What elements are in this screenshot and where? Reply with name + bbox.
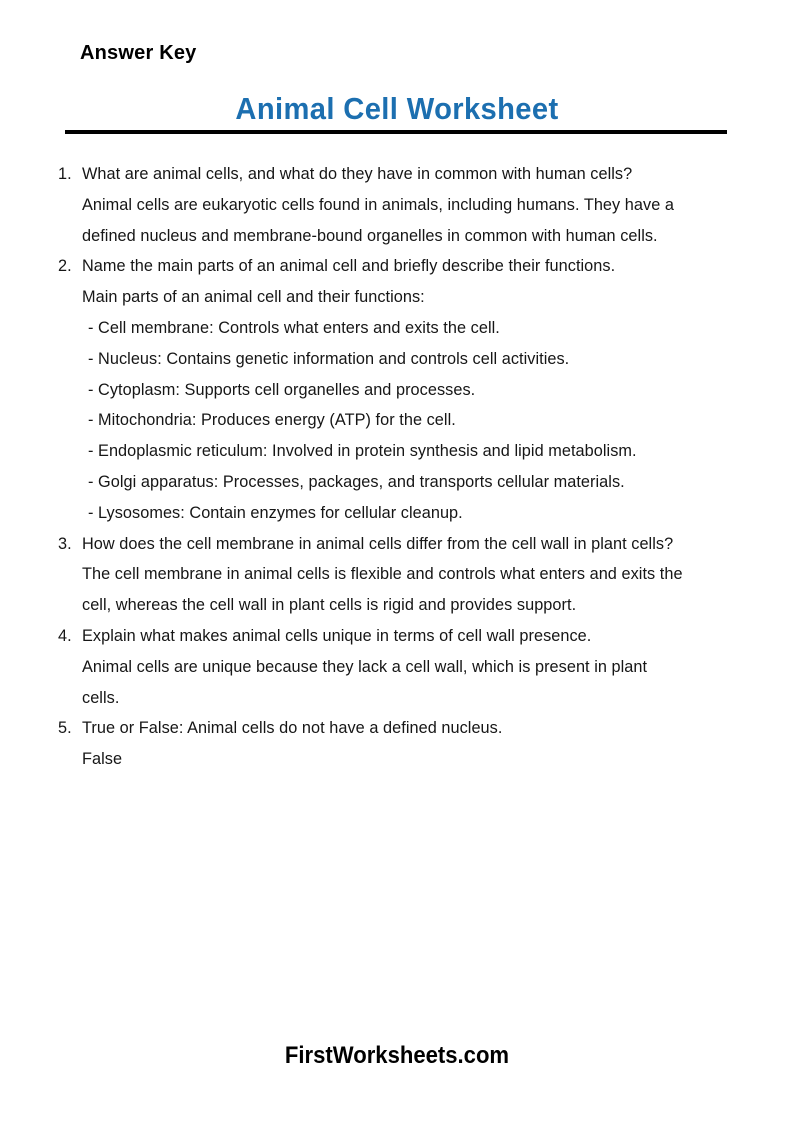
answer-line: defined nucleus and membrane-bound organelles in common with human cells.	[82, 226, 658, 245]
answer-bullet: - Cytoplasm: Supports cell organelles and processes.	[88, 380, 476, 399]
question-prompt	[58, 251, 748, 282]
question-prompt-text: True or False: Animal cells do not have a defined nucleus.	[82, 719, 503, 738]
footer-brand: FirstWorksheets.com	[284, 1042, 510, 1069]
question-number: 4.	[58, 626, 72, 645]
question-block	[58, 621, 748, 713]
question-prompt	[58, 621, 748, 652]
question-block	[58, 529, 748, 621]
answer-bullet: - Golgi apparatus: Processes, packages, and transports cellular materials.	[88, 472, 625, 491]
question-prompt-text: What are animal cells, and what do they have in common with human cells?	[82, 165, 633, 183]
answer-bullet: - Mitochondria: Produces energy (ATP) for the cell.	[88, 411, 456, 430]
answer-line: False	[82, 750, 123, 769]
answer-line: Animal cells are eukaryotic cells found in animals, including humans. They have a	[82, 195, 674, 214]
question-number: 3.	[58, 534, 72, 553]
question-number: 5.	[58, 719, 72, 738]
answer-line: Main parts of an animal cell and their functions:	[82, 288, 425, 307]
answer-bullet: - Endoplasmic reticulum: Involved in protein synthesis and lipid metabolism.	[88, 442, 637, 461]
question-prompt-text: Name the main parts of an animal cell and briefly describe their functions.	[82, 257, 616, 276]
answer-bullet: - Nucleus: Contains genetic information and controls cell activities.	[88, 349, 570, 368]
answer-line: The cell membrane in animal cells is flexible and controls what enters and exits the	[82, 565, 683, 584]
questions-list	[58, 159, 748, 775]
question-number: 2.	[58, 257, 72, 276]
question-prompt-text: Explain what makes animal cells unique in terms of cell wall presence.	[82, 626, 592, 645]
answer-line: cells.	[82, 688, 120, 707]
question-number: 1.	[58, 165, 72, 183]
answer-bullet: - Lysosomes: Contain enzymes for cellular cleanup.	[88, 503, 463, 522]
title-divider	[65, 130, 727, 134]
answer-bullet: - Cell membrane: Controls what enters and exits the cell.	[88, 318, 500, 337]
question-block	[58, 251, 748, 528]
question-prompt	[58, 713, 748, 744]
page-title: Animal Cell Worksheet	[235, 91, 559, 126]
question-prompt	[58, 159, 748, 190]
answer-line: cell, whereas the cell wall in plant cells is rigid and provides support.	[82, 596, 577, 615]
question-block	[58, 159, 748, 251]
answer-line: Animal cells are unique because they lack a cell wall, which is present in plant	[82, 657, 648, 676]
question-prompt-text: How does the cell membrane in animal cells differ from the cell wall in plant cells?	[82, 534, 674, 553]
question-block	[58, 713, 748, 775]
question-prompt	[58, 529, 748, 560]
answer-key-label: Answer Key	[80, 42, 197, 64]
